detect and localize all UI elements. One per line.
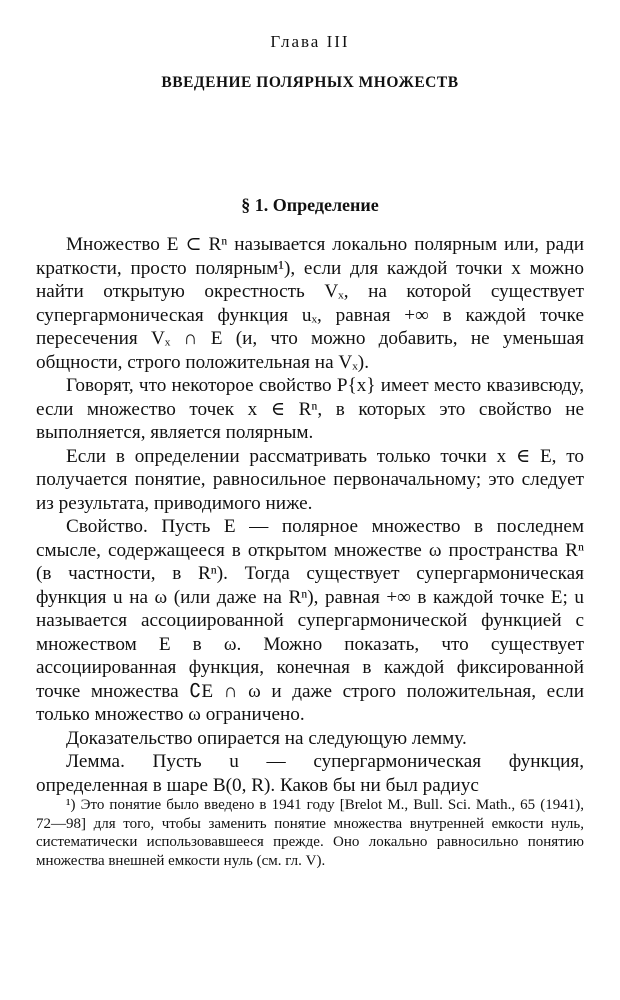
paragraph-property: Свойство. Пусть E — полярное множество в последнем смысле, содержащееся в открытом множестве ω пространства Rⁿ (в частности, в Rⁿ). Тогда существует супергармоническая функция u на ω (или даже на Rⁿ), равная +∞ в каждой точке E; u называется ассоциированной супергармонической функцией с множеством E в ω. Можно показать, что существует ассоциированная функция, конечная в каждой фиксированной точке множества ∁E ∩ ω и даже строго положительная, если только множество ω ограничено. <box>36 516 584 725</box>
paragraph-quasi-everywhere: Говорят, что некоторое свойство P{x} имеет место квазивсюду, если множество точек x ∈ Rⁿ, в которых это свойство не выполняется, является полярным. <box>36 375 584 443</box>
paragraph-remark: Если в определении рассматривать только точки x ∈ E, то получается понятие, равносильное первоначальному; это следует из результата, приводимого ниже. <box>36 445 584 514</box>
section-heading: § 1. Определение <box>241 195 379 215</box>
paragraph-proof-intro: Доказательство опирается на следующую лемму. <box>66 727 467 749</box>
paragraph-definition: Множество E ⊂ Rⁿ называется локально полярным или, ради краткости, просто полярным¹), если для каждой точки x можно найти открытую окрестность Vₓ, на которой существует супергармоническая функция uₓ, равная +∞ в каждой точке пересечения Vₓ ∩ E (и, что можно добавить, не уменьшая общности, строго положительная на Vₓ). <box>36 234 584 373</box>
footnote: ¹) Это понятие было введено в 1941 году [Brelot M., Bull. Sci. Math., 65 (1941), 72—98] для того, чтобы заменить понятие множества внутренней емкости нуль, систематически использовавшееся прежде. Оно локально равносильно понятию множества внешней емкости нуль (см. гл. V). <box>36 797 584 870</box>
paragraph-lemma: Лемма. Пусть u — супергармоническая функция, определенная в шаре B(0, R). Каков бы ни был радиус <box>36 751 584 796</box>
chapter-title: ВВЕДЕНИЕ ПОЛЯРНЫХ МНОЖЕСТВ <box>161 74 459 91</box>
chapter-label: Глава III <box>270 32 350 51</box>
main-text <box>36 233 584 797</box>
